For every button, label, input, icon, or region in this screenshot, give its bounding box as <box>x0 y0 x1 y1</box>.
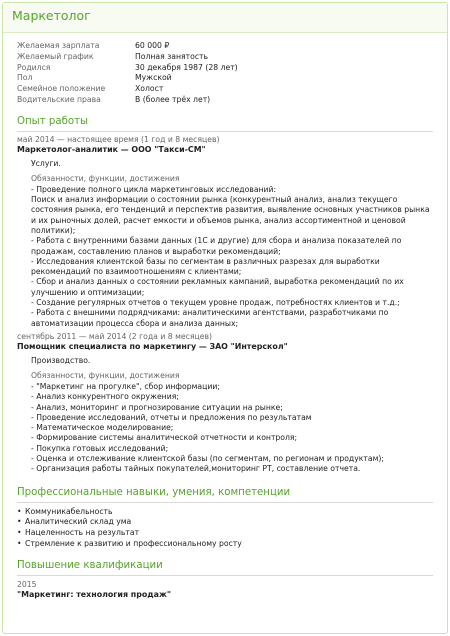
skill-label: Нацеленность на результат <box>25 528 140 538</box>
duty-line: и их рыночных долей, расчет емкости и объемов рынка, анализ ассортиментной и ценовой <box>31 215 406 225</box>
skill-item <box>17 528 447 539</box>
bullet-icon: • <box>17 528 22 538</box>
personal-info-table <box>17 41 238 106</box>
duty-line: продажам, составлению планов и выработки рекомендаций; <box>31 246 281 256</box>
duty-line: - Организация работы тайных покупателей,мониторинг РТ, составление отчета. <box>31 464 361 474</box>
info-value: 30 декабря 1987 (28 лет) <box>135 62 238 72</box>
info-value: 60 000 ₽ <box>135 41 170 50</box>
duty-line: политики); <box>31 225 76 235</box>
info-value: Мужской <box>135 73 172 83</box>
resume-title-bar <box>3 3 447 33</box>
bullet-icon: • <box>17 517 22 527</box>
duty-line: - Оценка и отслеживание клиентской базы (по сегментам, по регионам и продуктам); <box>31 454 384 464</box>
resume-content <box>3 33 447 601</box>
duty-line: - Формирование системы аналитической отчетности и контроля; <box>31 433 298 443</box>
duty-line: Поиск и анализ информации о состоянии рынка (конкурентный анализ, анализ текущего <box>31 195 398 205</box>
info-row <box>17 73 238 84</box>
qualification-section <box>17 560 447 601</box>
duty-line: - Анализ конкурентного окружения; <box>31 392 179 402</box>
job-title: Маркетолог-аналитик — ООО "Такси-СМ" <box>17 145 206 155</box>
duty-line: - Сбор и анализ данных о состоянии рекламных кампаний, выработка рекомендаций по их <box>31 277 404 287</box>
duties-heading: Обязанности, функции, достижения <box>31 371 180 381</box>
info-label: Водительские права <box>17 94 101 104</box>
duty-line: - "Маркетинг на прогулке", сбор информации; <box>31 381 220 391</box>
job-entry-2 <box>17 332 447 475</box>
duty-line: - Математическое моделирование; <box>31 423 174 433</box>
experience-heading: Опыт работы <box>17 115 89 127</box>
job-period: сентябрь 2011 — май 2014 (2 года и 8 месяцев) <box>17 331 212 341</box>
job-industry: Производство. <box>31 355 91 365</box>
experience-divider <box>17 131 433 132</box>
info-row <box>17 52 238 63</box>
info-label: Пол <box>17 73 33 83</box>
info-label: Желаемый график <box>17 51 94 61</box>
job-industry: Услуги. <box>31 158 61 168</box>
skills-list <box>17 507 447 550</box>
duty-line: состояния рынка, его тенденций и перспектив развития, выявление основных участников рынка <box>31 205 430 215</box>
qualification-title: "Маркетинг: технология продаж" <box>17 590 171 600</box>
duty-line: - Работа с внутренними базами данных (1С и другие) для сбора и анализа показателей по <box>31 236 402 246</box>
duty-line: - Работа с внешними подрядчиками: аналитическими агентствами, разработчиками по <box>31 308 389 318</box>
duty-line: - Создание регулярных отчетов о текущем уровне продаж, потребностях клиентов и т.д.; <box>31 298 400 308</box>
duty-line: - Анализ, мониторинг и прогнозирование ситуации на рынке; <box>31 402 283 412</box>
qualification-heading: Повышение квалификации <box>17 559 163 571</box>
duties-heading: Обязанности, функции, достижения <box>31 174 180 184</box>
resume-page <box>2 2 448 634</box>
bullet-icon: • <box>17 506 22 516</box>
qualification-divider <box>17 575 433 576</box>
resume-title: Маркетолог <box>12 8 91 23</box>
skill-label: Стремление к развитию и профессиональному росту <box>25 539 242 548</box>
info-value: Холост <box>135 84 164 94</box>
info-row <box>17 84 238 95</box>
bullet-icon: • <box>17 539 22 548</box>
job-duties <box>31 382 447 475</box>
skill-item <box>17 539 447 550</box>
duty-line: - Исследования клиентской базы по сегментам в различных разрезах для выработки <box>31 256 380 266</box>
info-value: B (более трёх лет) <box>135 94 211 104</box>
skills-divider <box>17 502 433 503</box>
job-title: Помощник специалиста по маркетингу — ЗАО "Интерскол" <box>17 342 288 352</box>
info-row <box>17 63 238 74</box>
skills-heading: Профессиональные навыки, умения, компетенции <box>17 486 291 498</box>
info-label: Желаемая зарплата <box>17 41 100 50</box>
experience-section <box>17 116 447 475</box>
info-label: Семейное положение <box>17 84 106 94</box>
qualification-year: 2015 <box>17 579 37 589</box>
duty-line: улучшению и оптимизации; <box>31 287 145 297</box>
duty-line: рекомендаций по взаимоотношениям с клиентами; <box>31 267 242 277</box>
job-period: май 2014 — настоящее время (1 год и 8 месяцев) <box>17 134 220 144</box>
info-label: Родился <box>17 62 51 72</box>
duty-line: автоматизации процесса сбора и анализа данных; <box>31 318 239 328</box>
duty-line: - Проведение исследований, отчеты и предложения по результатам <box>31 412 312 422</box>
info-row <box>17 41 238 52</box>
info-value: Полная занятость <box>135 51 209 61</box>
skill-item <box>17 517 447 528</box>
skill-item <box>17 507 447 518</box>
skill-label: Аналитический склад ума <box>25 517 132 527</box>
skills-section <box>17 487 447 550</box>
job-duties <box>31 185 447 329</box>
job-entry-1 <box>17 135 447 329</box>
skill-label: Коммуникабельность <box>25 506 113 516</box>
duty-line: - Проведение полного цикла маркетинговых исследований: <box>31 184 277 194</box>
info-row <box>17 95 238 106</box>
duty-line: - Покупка готовых исследований; <box>31 443 169 453</box>
